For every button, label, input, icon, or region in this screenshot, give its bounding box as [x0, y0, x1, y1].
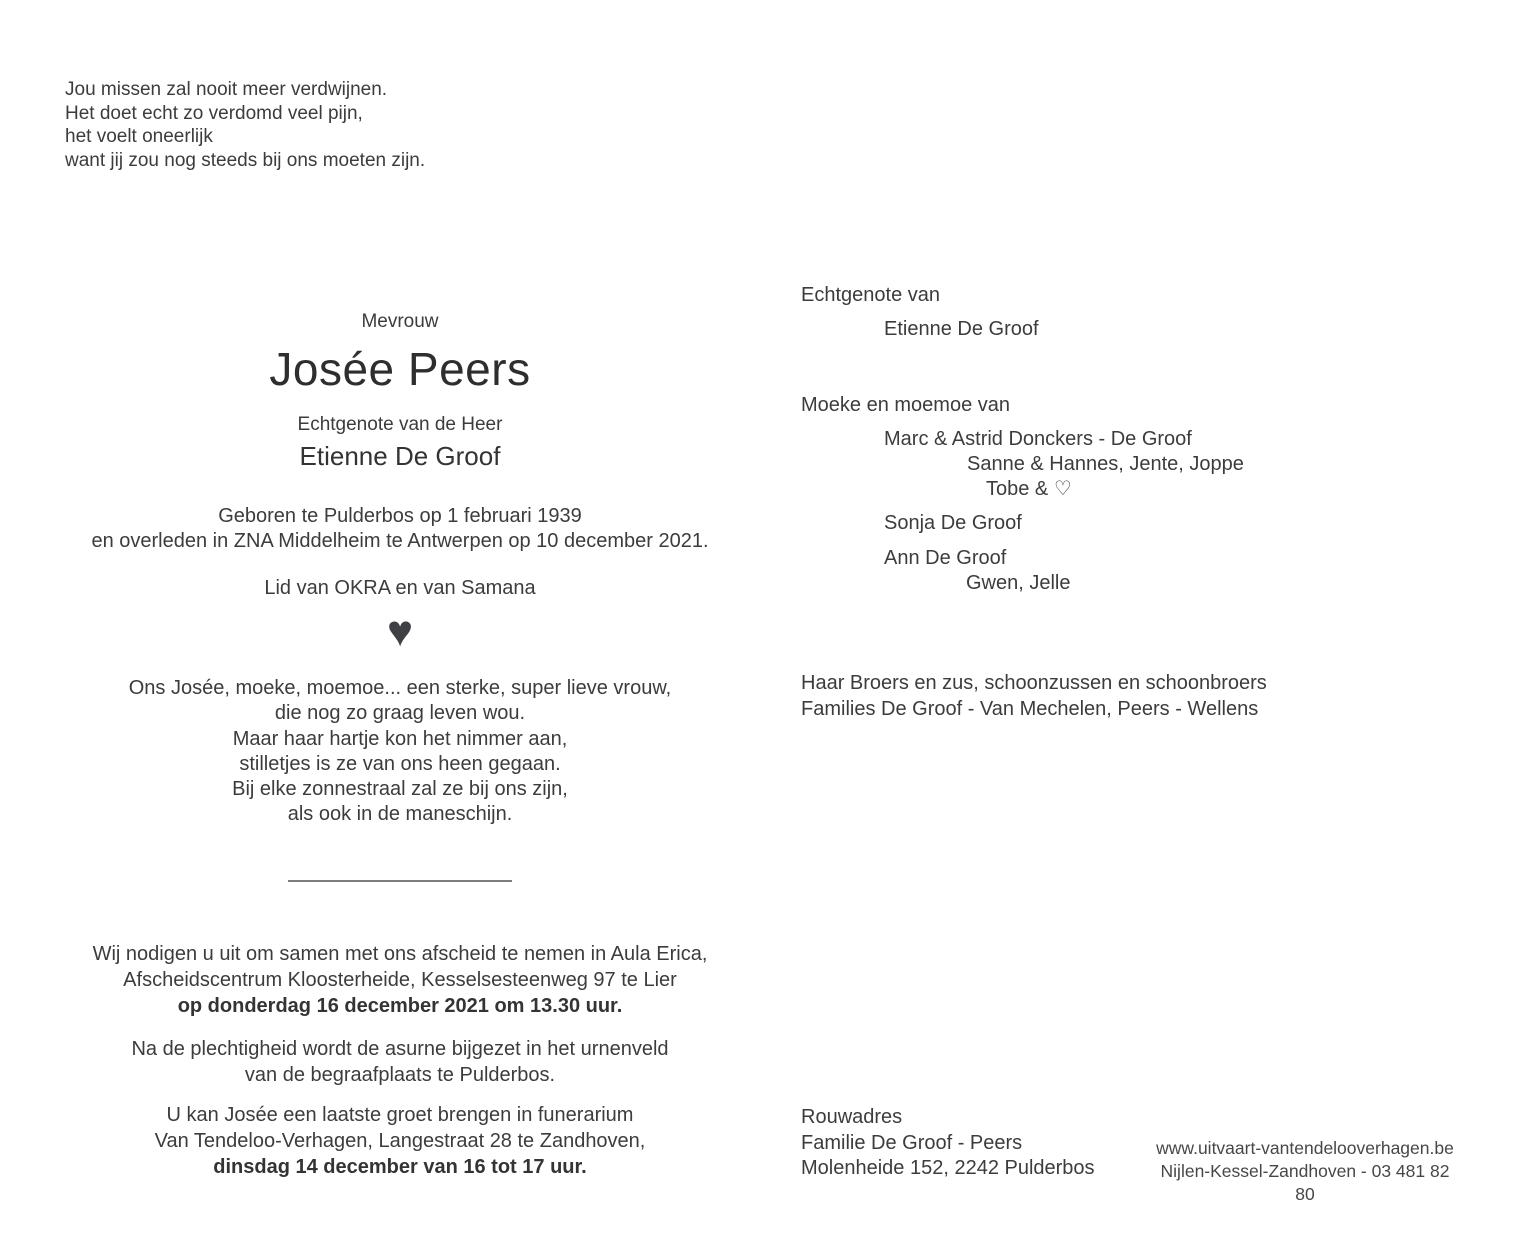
visitation-datetime: dinsdag 14 december van 16 tot 17 uur.	[213, 1156, 587, 1178]
interment-line: van de begraafplaats te Pulderbos.	[244, 1064, 556, 1086]
interment-line: Na de plechtigheid wordt de asurne bijgezet in het urnenveld	[131, 1038, 669, 1060]
funeral-home-website: www.uitvaart-vantendelooverhagen.be	[1156, 1138, 1454, 1158]
ceremony-invitation	[60, 941, 740, 1019]
mourning-address-label: Rouwadres	[801, 1106, 903, 1128]
relatives-block	[801, 670, 1267, 722]
mourning-address	[801, 1105, 1095, 1182]
family-member: Marc & Astrid Donckers - De Groof	[884, 428, 1192, 450]
memorial-poem-line: stilletjes is ze van ons heen gegaan.	[239, 752, 561, 775]
death-line: en overleden in ZNA Middelheim te Antwerpen op 10 december 2021.	[91, 530, 709, 552]
heart-icon-wrap	[60, 604, 740, 660]
divider-line	[288, 880, 512, 882]
opening-poem-line: Het doet echt zo verdomd veel pijn,	[65, 102, 363, 124]
invitation-line: Afscheidscentrum Kloosterheide, Kesselsesteenweg 97 te Lier	[123, 969, 677, 991]
heart-icon: ♥	[386, 607, 414, 656]
family-member: Sonja De Groof	[884, 512, 1022, 534]
memorial-poem	[60, 676, 740, 828]
visitation-info	[60, 1102, 740, 1180]
visitation-line: U kan Josée een laatste groet brengen in funerarium	[166, 1104, 634, 1126]
funeral-home-info	[1150, 1137, 1460, 1206]
opening-poem-line: Jou missen zal nooit meer verdwijnen.	[65, 79, 388, 100]
memorial-poem-line: die nog zo graag leven wou.	[274, 702, 526, 725]
family-member: Tobe & ♡	[986, 478, 1072, 500]
memorial-poem-line: Ons Josée, moeke, moemoe... een sterke, super lieve vrouw,	[128, 677, 672, 699]
visitation-line: Van Tendeloo-Verhagen, Langestraat 28 te Zandhoven,	[154, 1130, 646, 1152]
funeral-home-locations-phone: Nijlen-Kessel-Zandhoven - 03 481 82 80	[1160, 1161, 1450, 1204]
mourning-address-family: Familie De Groof - Peers	[801, 1131, 1023, 1154]
spouse-label: Echtgenote van	[801, 284, 940, 306]
birth-death-lines	[60, 504, 740, 554]
memorial-poem-line: als ook in de maneschijn.	[287, 803, 513, 826]
membership-line: Lid van OKRA en van Samana	[264, 577, 536, 599]
spouse-name-right: Etienne De Groof	[884, 318, 1039, 340]
memorial-poem-line: Bij elke zonnestraal zal ze bij ons zijn,	[232, 778, 568, 801]
salutation: Mevrouw	[361, 311, 439, 332]
deceased-name: Josée Peers	[269, 343, 531, 395]
opening-poem-line: want jij zou nog steeds bij ons moeten zijn.	[65, 149, 426, 171]
relatives-line: Haar Broers en zus, schoonzussen en schoonbroers	[801, 672, 1267, 694]
mourning-address-street: Molenheide 152, 2242 Pulderbos	[801, 1157, 1095, 1179]
grandchildren-label: Moeke en moemoe van	[801, 394, 1011, 416]
memorial-poem-line: Maar haar hartje kon het nimmer aan,	[232, 727, 568, 750]
family-member: Ann De Groof	[884, 547, 1007, 569]
interment-info	[60, 1036, 740, 1088]
spouse-intro: Echtgenote van de Heer	[297, 414, 503, 435]
relatives-line: Families De Groof - Van Mechelen, Peers - Wellens	[801, 698, 1259, 720]
opening-poem	[65, 78, 425, 172]
opening-poem-line: het voelt oneerlijk	[65, 126, 213, 147]
family-member: Gwen, Jelle	[966, 572, 1071, 594]
invitation-line: Wij nodigen u uit om samen met ons afscheid te nemen in Aula Erica,	[92, 943, 708, 965]
spouse-name: Etienne De Groof	[299, 441, 501, 471]
birth-line: Geboren te Pulderbos op 1 februari 1939	[218, 505, 582, 527]
family-member: Sanne & Hannes, Jente, Joppe	[967, 453, 1244, 475]
invitation-datetime: op donderdag 16 december 2021 om 13.30 uur.	[177, 995, 623, 1017]
